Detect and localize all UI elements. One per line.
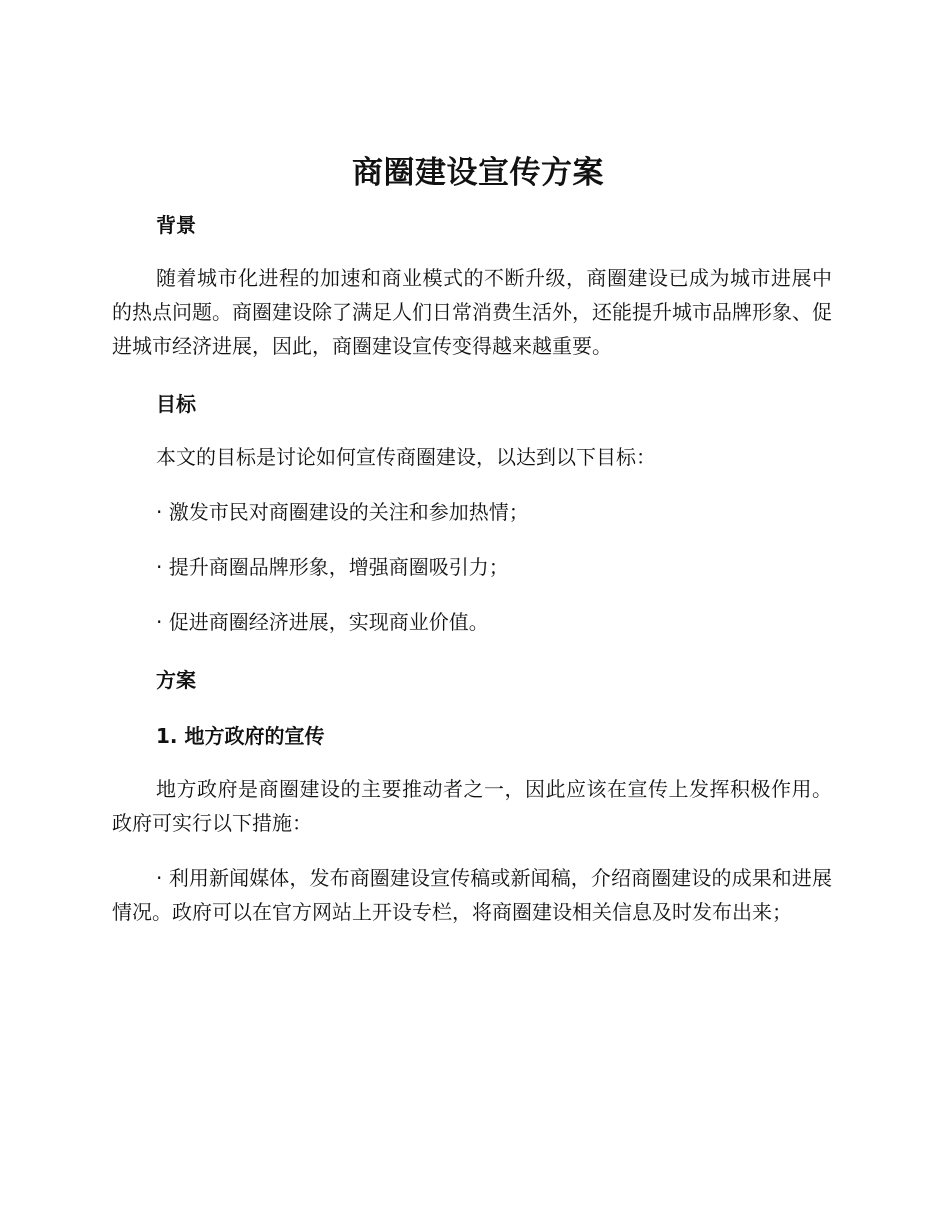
section-heading-background: 背景 (156, 213, 196, 237)
section-heading-goals: 目标 (156, 392, 196, 416)
plan-item: · 利用新闻媒体，发布商圈建设宣传稿或新闻稿，介绍商圈建设的成果和进展情况。政府可以在官方网站上开设专栏，将商圈建设相关信息及时发布出来； (112, 866, 832, 924)
section-heading-plan: 方案 (156, 668, 196, 692)
document-body (112, 150, 832, 950)
goal-item: · 提升商圈品牌形象，增强商圈吸引力； (156, 555, 509, 579)
plan-subheading: 1. 地方政府的宣传 (156, 724, 325, 748)
goals-intro: 本文的目标是讨论如何宣传商圈建设，以达到以下目标： (156, 445, 656, 469)
goal-item: · 激发市民对商圈建设的关注和参加热情； (156, 500, 529, 524)
goal-item: · 促进商圈经济进展，实现商业价值。 (156, 610, 489, 634)
background-paragraph: 随着城市化进程的加速和商业模式的不断升级，商圈建设已成为城市进展中的热点问题。商圈建设除了满足人们日常消费生活外，还能提升城市品牌形象、促进城市经济进展，因此，商圈建设宣传变得越来越重要。 (112, 266, 832, 358)
plan-paragraph: 地方政府是商圈建设的主要推动者之一，因此应该在宣传上发挥积极作用。政府可实行以下措施： (112, 777, 832, 835)
document-title: 商圈建设宣传方案 (352, 155, 604, 191)
